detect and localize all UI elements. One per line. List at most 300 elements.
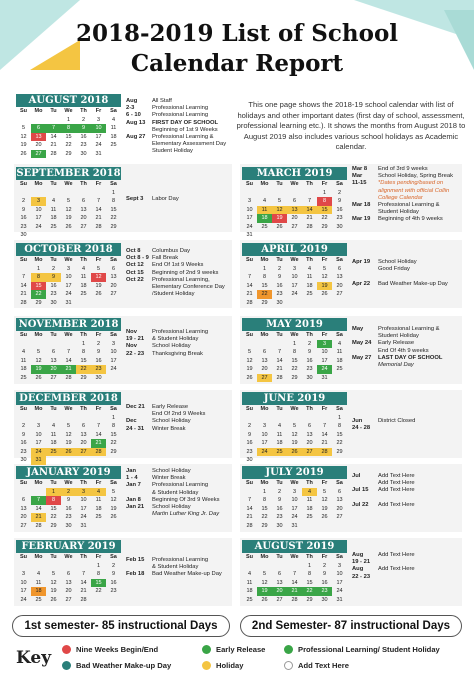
event-row bbox=[126, 482, 230, 489]
day-cell: 13 bbox=[336, 274, 343, 280]
day-cell: 16 bbox=[276, 505, 283, 512]
event-text: Student Holiday bbox=[152, 148, 193, 155]
weekday-label: Th bbox=[80, 406, 87, 412]
day-cell: 21 bbox=[80, 588, 87, 594]
day-cell: 23 bbox=[20, 223, 27, 230]
day-cell: 16 bbox=[80, 133, 87, 140]
day-cell: 22 bbox=[257, 290, 272, 299]
event-row bbox=[126, 329, 230, 336]
day-cell: 1 bbox=[66, 116, 71, 123]
weekday-label: We bbox=[290, 406, 299, 412]
event-date: Oct 12 bbox=[126, 262, 144, 269]
event-row bbox=[126, 262, 230, 269]
day-cell: 7 bbox=[247, 497, 252, 503]
day-cell: 20 bbox=[306, 440, 313, 446]
empty-cell bbox=[91, 189, 106, 198]
event-row bbox=[126, 336, 230, 343]
day-cell: 17 bbox=[95, 133, 102, 140]
weekday-label: Tu bbox=[276, 332, 283, 338]
day-cell: 18 bbox=[50, 440, 57, 446]
event-text: *Dates pending/based on bbox=[378, 180, 444, 187]
month-header: DECEMBER 2018 bbox=[16, 392, 121, 405]
day-cell: 24 bbox=[336, 588, 343, 594]
day-cell: 20 bbox=[80, 215, 87, 221]
day-cell: 18 bbox=[276, 440, 283, 446]
day-cell: 26 bbox=[287, 448, 302, 457]
day-cell: 3 bbox=[337, 562, 342, 569]
event-row bbox=[352, 502, 462, 509]
event-row bbox=[126, 141, 238, 148]
day-cell: 27 bbox=[257, 374, 272, 383]
day-cell: 19 bbox=[65, 440, 72, 446]
day-cell: 4 bbox=[262, 198, 267, 204]
day-cell: 15 bbox=[31, 282, 46, 291]
day-cell: 24 bbox=[95, 142, 102, 148]
event-text: Professional Learning & bbox=[378, 202, 440, 209]
weekday-label: Tu bbox=[276, 257, 283, 263]
day-cell: 20 bbox=[80, 440, 87, 446]
event-row bbox=[352, 266, 462, 273]
event-date: Mar 18 bbox=[352, 202, 371, 209]
day-cell: 25 bbox=[110, 142, 117, 148]
event-row bbox=[126, 490, 230, 497]
key-label: Bad Weather Make-up Day bbox=[76, 661, 172, 670]
empty-cell bbox=[272, 189, 287, 198]
event-date: Dec bbox=[126, 418, 137, 425]
day-cell: 21 bbox=[50, 142, 57, 148]
day-cell: 21 bbox=[287, 587, 302, 596]
event-row bbox=[352, 425, 462, 432]
event-date: May 24 bbox=[352, 340, 372, 347]
day-cell: 9 bbox=[277, 274, 282, 280]
empty-cell bbox=[317, 414, 332, 423]
day-cell: 28 bbox=[35, 522, 42, 529]
events-jun-2019 bbox=[352, 418, 462, 432]
day-cell: 14 bbox=[35, 505, 42, 512]
event-row bbox=[352, 362, 462, 369]
empty-cell bbox=[242, 340, 257, 349]
event-text: Student Holiday bbox=[378, 333, 419, 340]
weekday-label: Th bbox=[80, 480, 87, 486]
day-cell: 25 bbox=[306, 291, 313, 297]
day-cell: 3 bbox=[36, 423, 41, 429]
day-cell: 14 bbox=[321, 431, 328, 438]
day-cell: 9 bbox=[277, 497, 282, 503]
day-cell: 25 bbox=[306, 514, 313, 520]
month-grid bbox=[16, 180, 121, 240]
event-date bbox=[126, 564, 152, 571]
day-cell: 20 bbox=[46, 365, 61, 374]
day-cell: 10 bbox=[20, 579, 27, 586]
day-cell: 29 bbox=[110, 448, 117, 455]
day-cell: 30 bbox=[246, 457, 253, 463]
day-cell: 24 bbox=[110, 366, 117, 372]
day-cell: 20 bbox=[336, 505, 343, 512]
weekday-label: Fr bbox=[95, 257, 102, 263]
day-cell: 11 bbox=[306, 274, 313, 280]
day-cell: 21 bbox=[321, 440, 328, 446]
day-cell: 14 bbox=[291, 579, 298, 586]
day-cell: 2 bbox=[307, 340, 312, 347]
empty-cell bbox=[46, 116, 61, 125]
event-text: LAST DAY OF SCHOOL bbox=[378, 354, 443, 361]
empty-cell bbox=[242, 265, 257, 274]
day-cell: 19 bbox=[31, 365, 46, 374]
day-cell: 9 bbox=[111, 571, 116, 577]
event-date bbox=[126, 490, 152, 497]
empty-cell bbox=[46, 189, 61, 198]
day-cell: 6 bbox=[31, 124, 46, 133]
day-cell: 20 bbox=[35, 142, 42, 148]
day-cell: 17 bbox=[110, 357, 117, 364]
day-cell: 6 bbox=[292, 198, 297, 204]
day-cell: 28 bbox=[20, 299, 27, 306]
key-label: Holiday bbox=[216, 661, 244, 670]
events-jul-2019 bbox=[352, 473, 462, 509]
event-date: 24 - 31 bbox=[126, 425, 145, 432]
event-row bbox=[352, 259, 462, 266]
day-cell: 18 bbox=[257, 214, 272, 223]
day-cell: 26 bbox=[321, 514, 328, 520]
day-cell: 8 bbox=[46, 496, 61, 505]
day-cell: 27 bbox=[336, 514, 343, 520]
day-cell: 24 bbox=[317, 365, 332, 374]
day-cell: 16 bbox=[95, 357, 102, 364]
weekday-label: Su bbox=[245, 257, 254, 263]
event-text: Professional Learning bbox=[152, 329, 209, 335]
month-header: JULY 2019 bbox=[242, 466, 347, 479]
empty-cell bbox=[287, 562, 302, 571]
event-row bbox=[352, 418, 462, 425]
event-date: Jul bbox=[352, 473, 361, 479]
event-date: Aug bbox=[126, 98, 138, 104]
day-cell: 1 bbox=[81, 340, 86, 347]
event-date: Aug 13 bbox=[126, 119, 146, 126]
event-text: Bad Weather Make-up Day bbox=[378, 280, 448, 287]
calendar-oct-2018 bbox=[16, 243, 121, 307]
day-cell: 25 bbox=[80, 291, 87, 297]
events-may-2019 bbox=[352, 326, 462, 369]
empty-cell bbox=[91, 414, 106, 423]
weekday-label: Su bbox=[245, 332, 254, 338]
weekday-label: Tu bbox=[50, 406, 57, 412]
day-cell: 4 bbox=[337, 340, 342, 347]
day-cell: 8 bbox=[307, 571, 312, 577]
day-cell: 30 bbox=[276, 522, 283, 529]
day-cell: 17 bbox=[246, 215, 253, 221]
month-grid bbox=[242, 405, 347, 465]
day-cell: 6 bbox=[337, 488, 342, 495]
day-cell: 1 bbox=[36, 265, 41, 272]
event-row bbox=[352, 574, 462, 581]
weekday-label: Tu bbox=[50, 181, 57, 187]
day-cell: 26 bbox=[50, 596, 57, 603]
calendar-jan-2019 bbox=[16, 466, 121, 530]
day-cell: 31 bbox=[80, 522, 87, 529]
event-row bbox=[126, 270, 230, 277]
day-cell: 1 bbox=[337, 414, 342, 421]
month-header: MARCH 2019 bbox=[242, 167, 347, 180]
day-cell: 17 bbox=[35, 215, 42, 221]
day-cell: 25 bbox=[46, 448, 61, 457]
day-cell: 23 bbox=[91, 365, 106, 374]
day-cell: 6 bbox=[337, 265, 342, 272]
calendar-aug-2019 bbox=[242, 540, 347, 604]
day-cell: 11 bbox=[95, 497, 102, 503]
key-label: Early Release bbox=[216, 645, 266, 654]
weekday-label: Th bbox=[80, 332, 87, 338]
calendar-sep-2018 bbox=[16, 167, 121, 240]
day-cell: 16 bbox=[336, 206, 343, 213]
day-cell: 29 bbox=[65, 150, 72, 157]
empty-cell bbox=[16, 265, 31, 274]
day-cell: 9 bbox=[76, 124, 91, 133]
day-cell: 7 bbox=[31, 496, 46, 505]
day-cell: 4 bbox=[111, 116, 116, 123]
empty-cell bbox=[31, 562, 46, 571]
day-cell: 5 bbox=[292, 423, 297, 429]
day-cell: 17 bbox=[291, 505, 298, 512]
day-cell: 17 bbox=[80, 505, 87, 512]
day-cell: 20 bbox=[261, 366, 268, 372]
day-cell: 21 bbox=[276, 366, 283, 372]
event-text: & Student Holiday bbox=[152, 564, 199, 571]
month-grid bbox=[16, 107, 121, 158]
event-row bbox=[126, 418, 230, 425]
day-cell: 26 bbox=[95, 291, 102, 297]
day-cell: 2 bbox=[21, 423, 26, 429]
day-cell: 17 bbox=[321, 357, 328, 364]
key-item-bad-weather bbox=[62, 661, 171, 670]
day-cell: 2 bbox=[81, 116, 86, 123]
day-cell: 2 bbox=[61, 488, 76, 497]
day-cell: 22 bbox=[65, 142, 72, 148]
weekday-label: We bbox=[290, 480, 299, 486]
month-grid bbox=[16, 256, 121, 307]
day-cell: 12 bbox=[50, 579, 57, 586]
calendar-jul-2019 bbox=[242, 466, 347, 530]
day-cell: 6 bbox=[51, 349, 56, 355]
event-row bbox=[126, 497, 230, 504]
weekday-label: Su bbox=[19, 108, 28, 114]
weekday-label: Th bbox=[306, 257, 313, 263]
event-date: Mar bbox=[352, 173, 363, 180]
day-cell: 20 bbox=[65, 588, 72, 594]
day-cell: 2 bbox=[247, 423, 252, 429]
day-cell: 19 bbox=[110, 505, 117, 512]
weekday-label: Fr bbox=[95, 108, 102, 114]
event-text: School Holiday bbox=[152, 418, 191, 425]
day-cell: 24 bbox=[291, 291, 298, 297]
event-row bbox=[126, 196, 230, 203]
weekday-label: Mo bbox=[34, 332, 43, 338]
day-cell: 30 bbox=[20, 232, 27, 238]
event-date bbox=[126, 127, 152, 134]
event-row bbox=[352, 202, 462, 209]
empty-cell bbox=[16, 189, 31, 198]
key-label: Add Text Here bbox=[298, 661, 349, 670]
day-cell: 22 bbox=[261, 514, 268, 520]
event-text: Memorial Day bbox=[378, 362, 414, 369]
day-cell: 1 bbox=[322, 189, 327, 196]
day-cell: 11 bbox=[276, 431, 283, 438]
empty-cell bbox=[257, 189, 272, 198]
day-cell: 2 bbox=[277, 488, 282, 495]
weekday-label: Fr bbox=[321, 332, 328, 338]
weekday-label: Tu bbox=[276, 480, 283, 486]
events-apr-2019 bbox=[352, 259, 462, 288]
weekday-label: Mo bbox=[34, 554, 43, 560]
event-date: Jun bbox=[352, 418, 363, 424]
day-cell: 13 bbox=[261, 357, 268, 364]
day-cell: 14 bbox=[302, 206, 317, 215]
day-cell: 25 bbox=[272, 448, 287, 457]
day-cell: 1 bbox=[111, 414, 116, 421]
event-row bbox=[126, 564, 230, 571]
event-row bbox=[126, 255, 230, 262]
day-cell: 8 bbox=[31, 273, 46, 282]
weekday-label: We bbox=[290, 257, 299, 263]
day-cell: 19 bbox=[95, 282, 102, 289]
events-aug-2019 bbox=[352, 552, 462, 581]
empty-cell bbox=[61, 562, 76, 571]
empty-cell bbox=[16, 340, 31, 349]
event-text: Professional Learning & bbox=[152, 134, 214, 141]
day-cell: 22 bbox=[110, 215, 117, 221]
weekday-label: Su bbox=[19, 181, 28, 187]
empty-cell bbox=[242, 562, 257, 571]
event-text: /Student Holiday bbox=[152, 291, 195, 298]
day-cell: 8 bbox=[96, 571, 101, 577]
event-row bbox=[126, 571, 230, 578]
day-cell: 24 bbox=[65, 291, 72, 297]
day-cell: 23 bbox=[306, 366, 313, 372]
day-cell: 24 bbox=[257, 448, 272, 457]
empty-cell bbox=[242, 488, 257, 497]
event-date: Aug bbox=[352, 566, 364, 573]
event-row bbox=[352, 281, 462, 288]
day-cell: 17 bbox=[20, 588, 27, 594]
weekday-label: Sa bbox=[110, 480, 117, 486]
weekday-label: Su bbox=[19, 332, 28, 338]
day-cell: 8 bbox=[262, 497, 267, 503]
weekday-label: Sa bbox=[336, 181, 343, 187]
month-grid bbox=[16, 405, 121, 465]
event-date bbox=[352, 195, 378, 202]
day-cell: 3 bbox=[96, 116, 101, 123]
empty-cell bbox=[302, 414, 317, 423]
day-cell: 21 bbox=[95, 215, 102, 221]
day-cell: 25 bbox=[20, 374, 27, 381]
day-cell: 18 bbox=[80, 282, 87, 289]
day-cell: 8 bbox=[262, 274, 267, 280]
day-cell: 19 bbox=[272, 214, 287, 223]
weekday-label: Mo bbox=[34, 257, 43, 263]
day-cell: 13 bbox=[287, 206, 302, 215]
day-cell: 25 bbox=[336, 366, 343, 372]
empty-cell bbox=[272, 414, 287, 423]
day-cell: 6 bbox=[111, 265, 116, 272]
event-date: Jul 22 bbox=[352, 501, 369, 508]
event-date: Jan bbox=[126, 468, 136, 474]
event-date: Jan 7 bbox=[126, 482, 141, 489]
event-date bbox=[352, 333, 378, 340]
green-dot-icon bbox=[284, 645, 293, 654]
day-cell: 21 bbox=[61, 365, 76, 374]
day-cell: 5 bbox=[66, 423, 71, 429]
day-cell: 24 bbox=[31, 448, 46, 457]
day-cell: 3 bbox=[66, 265, 71, 272]
day-cell: 23 bbox=[65, 514, 72, 520]
day-cell: 13 bbox=[80, 431, 87, 438]
day-cell: 14 bbox=[65, 357, 72, 364]
day-cell: 6 bbox=[307, 423, 312, 429]
event-text: Beginning of 1st 9 Weeks bbox=[152, 126, 218, 133]
day-cell: 11 bbox=[306, 497, 313, 503]
event-text: Elementary Conference Day bbox=[152, 284, 225, 291]
month-header: OCTOBER 2018 bbox=[16, 243, 121, 256]
day-cell: 21 bbox=[246, 291, 253, 297]
empty-dot-icon bbox=[284, 661, 293, 670]
event-text: Add Text Here bbox=[378, 552, 415, 558]
day-cell: 30 bbox=[95, 374, 102, 381]
weekday-label: Su bbox=[245, 480, 254, 486]
event-text: Add Text Here bbox=[378, 566, 415, 573]
event-date: 1 - 4 bbox=[126, 475, 138, 482]
day-cell: 13 bbox=[306, 431, 313, 438]
event-date: Apr 22 bbox=[352, 280, 371, 287]
day-cell: 13 bbox=[110, 274, 117, 280]
event-text bbox=[378, 495, 462, 502]
intro-text: This one page shows the 2018-19 school calendar with list of holidays and other important dates (first day of school, assessment, professional learning etc.). It shows the months from August 2018 to August 2019 also includes various school holidays as Academic calendar. bbox=[236, 100, 466, 151]
month-grid bbox=[242, 256, 347, 307]
event-date bbox=[352, 266, 378, 273]
weekday-label: Tu bbox=[50, 332, 57, 338]
day-cell: 11 bbox=[336, 349, 343, 355]
event-date bbox=[352, 273, 378, 280]
day-cell: 27 bbox=[20, 522, 27, 529]
event-date: Aug 27 bbox=[126, 134, 146, 141]
day-cell: 2 bbox=[277, 265, 282, 272]
event-text: & Student Holiday bbox=[152, 336, 199, 343]
day-cell: 20 bbox=[110, 282, 117, 289]
weekday-label: We bbox=[64, 108, 73, 114]
weekday-label: Fr bbox=[95, 480, 102, 486]
day-cell: 4 bbox=[307, 265, 312, 272]
weekday-label: Fr bbox=[321, 406, 328, 412]
day-cell: 2 bbox=[111, 562, 116, 569]
event-row bbox=[126, 511, 230, 518]
day-cell: 13 bbox=[50, 357, 57, 364]
event-date: Oct 8 bbox=[126, 248, 141, 254]
weekday-label: Th bbox=[306, 554, 313, 560]
event-text: Good Friday bbox=[378, 266, 410, 273]
day-cell: 9 bbox=[21, 206, 26, 213]
day-cell: 24 bbox=[246, 223, 253, 230]
day-cell: 5 bbox=[322, 488, 327, 495]
day-cell: 2 bbox=[337, 189, 342, 196]
day-cell: 5 bbox=[21, 125, 26, 131]
weekday-label: Th bbox=[80, 108, 87, 114]
events-aug-2018 bbox=[126, 98, 238, 156]
day-cell: 9 bbox=[66, 497, 71, 503]
day-cell: 3 bbox=[292, 488, 297, 495]
weekday-label: Su bbox=[19, 554, 28, 560]
day-cell: 22 bbox=[31, 290, 46, 299]
day-cell: 6 bbox=[81, 198, 86, 204]
month-grid bbox=[242, 553, 347, 604]
month-header: AUGUST 2018 bbox=[16, 94, 121, 107]
